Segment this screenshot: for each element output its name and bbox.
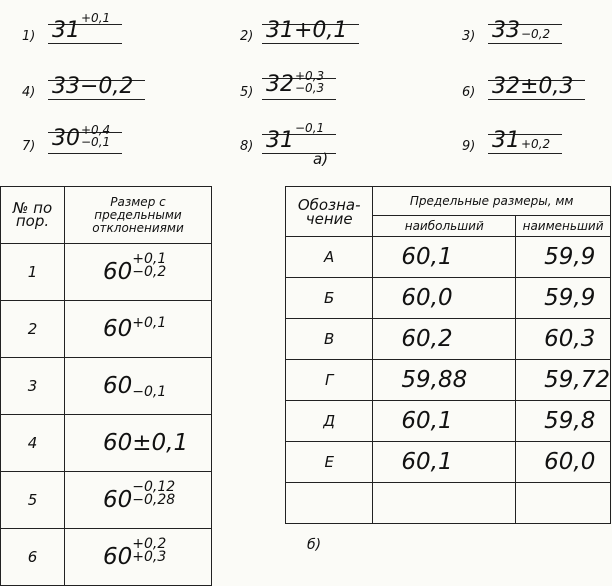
row-number: 6 — [1, 529, 65, 586]
nominal-size: 60 — [103, 373, 133, 399]
upper-deviation: +0,1 — [132, 251, 167, 268]
dimension-value — [266, 69, 325, 102]
nominal-size: 60 — [103, 543, 133, 570]
lower-deviation: +0,3 — [132, 549, 167, 566]
example-number: 5) — [240, 85, 254, 100]
lower-deviation: −0,1 — [81, 135, 111, 149]
lower-deviation: −0,1 — [132, 384, 167, 400]
column-header-min: наименьший — [516, 216, 611, 237]
size-with-deviations — [65, 244, 212, 301]
dimension-value — [52, 11, 111, 46]
upper-deviation: −0,12 — [132, 479, 176, 496]
dimension-example — [462, 0, 602, 46]
upper-deviation: +0,1 — [81, 11, 111, 25]
max-size-cell: 60,0 — [373, 278, 516, 319]
table-row — [286, 442, 611, 483]
dimension-value — [266, 20, 347, 46]
dimension-example — [240, 0, 380, 46]
table-row — [1, 358, 212, 415]
figure-label-a: а) — [313, 150, 329, 168]
column-header-number: № по пор. — [1, 187, 65, 244]
designation-cell: В — [286, 319, 373, 360]
lower-deviation: +0,2 — [521, 137, 551, 151]
table-row — [286, 278, 611, 319]
tolerance-table — [0, 186, 212, 586]
nominal-size: 60 — [103, 486, 133, 513]
dimension-value — [492, 20, 550, 46]
nominal-size: 60 — [103, 316, 133, 342]
upper-deviation: +0,1 — [132, 315, 167, 331]
designation-cell: А — [286, 237, 373, 278]
column-header-designation: Обозна-чение — [286, 187, 373, 237]
nominal-size: 31 — [52, 18, 80, 43]
example-number: 8) — [240, 139, 254, 154]
max-size-cell: 60,1 — [373, 442, 516, 483]
nominal-size: 32 — [266, 72, 294, 97]
table-row — [286, 483, 611, 524]
dimension-example — [240, 110, 380, 156]
row-number: 3 — [1, 358, 65, 415]
nominal-size: 60±0,1 — [103, 430, 189, 456]
size-with-deviations — [65, 415, 212, 472]
designation-cell: Б — [286, 278, 373, 319]
example-number: 4) — [22, 85, 36, 100]
nominal-size: 60 — [103, 258, 133, 285]
upper-deviation: +0,3 — [295, 69, 325, 83]
dimension-value — [492, 76, 573, 102]
upper-deviation: +0,2 — [132, 536, 167, 553]
min-size-cell: 59,72 — [516, 360, 611, 401]
table-row — [1, 472, 212, 529]
nominal-size: 31 — [492, 128, 520, 153]
dimension-example — [462, 56, 602, 102]
min-size-cell: 60,0 — [516, 442, 611, 483]
size-with-deviations — [65, 358, 212, 415]
example-number: 9) — [462, 139, 476, 154]
lower-deviation: −0,3 — [295, 81, 325, 95]
max-size-cell: 60,2 — [373, 319, 516, 360]
table-row — [286, 237, 611, 278]
table-row — [286, 401, 611, 442]
column-header-size: Размер с предельными отклонениями — [65, 187, 212, 244]
nominal-size: 33−0,2 — [52, 74, 134, 99]
designation-cell: Д — [286, 401, 373, 442]
size-with-deviations — [65, 529, 212, 586]
lower-deviation: −0,2 — [132, 264, 167, 281]
lower-deviation: −0,28 — [132, 492, 176, 509]
nominal-size: 33 — [492, 18, 520, 43]
example-number: 6) — [462, 85, 476, 100]
example-number: 1) — [22, 29, 36, 44]
upper-deviation: −0,1 — [295, 121, 325, 135]
nominal-size: 30 — [52, 126, 80, 151]
dimension-example — [22, 0, 162, 46]
designation-cell: Е — [286, 442, 373, 483]
min-size-cell: 60,3 — [516, 319, 611, 360]
example-number: 7) — [22, 139, 36, 154]
example-number: 3) — [462, 29, 476, 44]
min-size-cell: 59,9 — [516, 278, 611, 319]
dimension-example — [22, 56, 162, 102]
dimension-value — [52, 123, 111, 156]
designation-cell: Г — [286, 360, 373, 401]
row-number: 4 — [1, 415, 65, 472]
designation-cell — [286, 483, 373, 524]
max-size-cell: 59,88 — [373, 360, 516, 401]
row-number: 1 — [1, 244, 65, 301]
example-number: 2) — [240, 29, 254, 44]
table-row — [286, 360, 611, 401]
dimension-value — [492, 130, 550, 156]
size-with-deviations — [65, 301, 212, 358]
min-size-cell — [516, 483, 611, 524]
table-row — [1, 301, 212, 358]
nominal-size: 32±0,3 — [492, 74, 574, 99]
lower-deviation: −0,2 — [521, 27, 551, 41]
figure-label-b: б) — [307, 537, 322, 553]
dimension-example — [22, 110, 162, 156]
nominal-size: 31 — [266, 128, 294, 153]
dimension-example — [240, 56, 380, 102]
dimension-example — [462, 110, 602, 156]
min-size-cell: 59,8 — [516, 401, 611, 442]
min-size-cell: 59,9 — [516, 237, 611, 278]
max-size-cell — [373, 483, 516, 524]
table-row — [286, 319, 611, 360]
size-with-deviations — [65, 472, 212, 529]
limit-sizes-table — [285, 186, 611, 524]
max-size-cell: 60,1 — [373, 401, 516, 442]
column-header-max: наибольший — [373, 216, 516, 237]
row-number: 5 — [1, 472, 65, 529]
nominal-size: 31+0,1 — [266, 18, 348, 43]
table-row — [1, 529, 212, 586]
column-header-limit-sizes: Предельные размеры, мм — [373, 187, 611, 216]
dimension-value — [52, 76, 133, 102]
table-row — [1, 415, 212, 472]
upper-deviation: +0,4 — [81, 123, 111, 137]
max-size-cell: 60,1 — [373, 237, 516, 278]
row-number: 2 — [1, 301, 65, 358]
table-row — [1, 244, 212, 301]
